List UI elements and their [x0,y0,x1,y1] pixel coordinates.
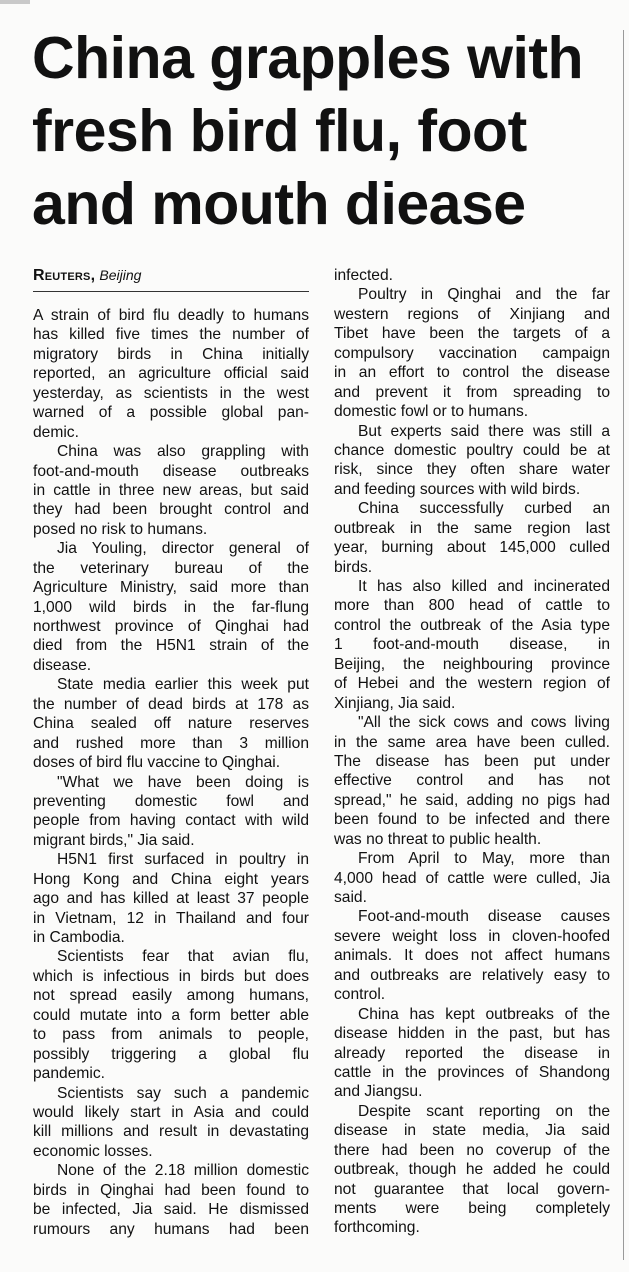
text-line: animals. It does not affect humans [334,947,610,965]
text-line: A strain of bird flu deadly to humans [33,307,309,324]
text-line: they had been brought control and [33,501,309,519]
text-line: ago and has killed at least 37 people [33,890,309,908]
column-1-body [33,306,309,1239]
text-line: migratory birds in China initially [33,345,309,363]
headline-line: China grapples with [32,25,584,91]
text-line: State media earlier this week put [57,676,309,694]
text-line: "All the sick cows and cows living [358,714,610,732]
text-line: control the outbreak of the Asia type [334,616,610,634]
text-line: "What we have been doing is [57,773,309,791]
text-line: But experts said there was still a [358,422,610,440]
text-line: yesterday, as scientists in the west [33,384,309,402]
text-line: domestic fowl or to humans. [334,403,529,421]
text-line: already reported the disease in [334,1044,610,1062]
text-line: 1,000 wild birds in the far-flung [33,598,309,616]
column-2-body [334,266,610,1238]
text-line: which is infectious in birds but does [33,967,309,985]
text-line: kill millions and result in devastating [33,1123,309,1141]
text-line: The disease has been put under [334,752,610,770]
headline [32,22,622,241]
text-line: H5N1 first surfaced in poultry in [57,851,309,869]
text-line: more than 800 head of cattle to [334,597,610,615]
text-line: Hong Kong and China eight years [33,870,309,888]
text-line: Jia Youling, director general of [57,540,309,558]
text-line: the veterinary bureau of the [33,559,309,577]
text-line: forthcoming. [334,1219,420,1237]
text-line: Poultry in Qinghai and the far [358,286,610,304]
text-line: could mutate into a form better able [33,1006,309,1024]
text-line: rumours any humans had been [33,1220,309,1238]
text-line: and outbreaks are relatively easy to [334,966,610,984]
text-line: It has also killed and incinerated [358,578,610,595]
text-line: economic losses. [33,1142,153,1160]
text-line: be infected, Jia said. He dismissed [33,1201,309,1219]
headline-line: fresh bird flu, foot [32,98,527,164]
text-line: China sealed off nature reserves [33,715,309,733]
text-line: to pass from animals to people, [33,1026,309,1044]
text-line: in the same area have been culled. [334,733,610,751]
text-line: western regions of Xinjiang and [334,305,610,323]
text-line: pandemic. [33,1065,105,1083]
text-line: risk, since they often share water [334,461,610,479]
text-line: not guarantee that local govern- [334,1180,610,1198]
text-line: was no threat to public health. [334,830,542,848]
text-line: disease. [33,656,92,674]
text-line: in cattle in three new areas, but said [33,481,309,499]
text-line: foot-and-mouth disease outbreaks [33,462,309,480]
text-line: control. [334,986,386,1004]
text-line: has killed five times the number of [33,326,309,344]
text-line: in Cambodia. [33,929,125,946]
text-line: in an effort to control the disease [334,364,610,382]
byline-agency: Reuters, [33,267,96,284]
text-line: 1 foot-and-mouth disease, in [334,636,610,654]
text-line: Scientists say such a pandemic [57,1084,309,1102]
text-line: effective control and has not [334,772,610,790]
text-line: ments were being completely [334,1200,610,1217]
text-line: birds in Qinghai had been found to [33,1181,309,1199]
text-line: compulsory vaccination campaign [334,344,610,362]
text-line: Tibet have been the targets of a [334,325,610,343]
text-line: doses of bird flu vaccine to Qinghai. [33,754,281,772]
text-line: been found to be infected and there [334,811,610,829]
text-line: and rushed more than 3 million [33,734,309,752]
article-column-1 [33,265,309,1239]
text-line: year, burning about 145,000 culled [334,539,610,557]
text-line: birds. [334,558,373,576]
text-line: warned of a possible global pan- [33,404,309,422]
text-line: and feeding sources with wild birds. [334,480,581,498]
text-line: in Vietnam, 12 in Thailand and four [33,909,309,927]
text-line: China was also grappling with [57,443,309,461]
text-line: 4,000 head of cattle were culled, Jia [334,869,610,887]
text-line: outbreak in the same region last [334,519,610,537]
text-line: Agriculture Ministry, said more than [33,579,309,597]
text-line: would likely start in Asia and could [33,1103,309,1121]
text-line: outbreak, though he added he could [334,1161,610,1179]
text-line: demic. [33,423,79,441]
text-line: Foot-and-mouth disease causes [358,908,610,926]
text-line: China has kept outbreaks of the [358,1005,610,1023]
text-line: northwest province of Qinghai had [33,618,309,635]
byline [33,265,309,292]
text-line: severe weight loss in cloven-hoofed [334,927,610,945]
text-line: the number of dead birds at 178 as [33,695,309,713]
text-line: and prevent it from spreading to [334,383,610,401]
byline-location: Beijing [99,267,142,283]
text-line: None of the 2.18 million domestic [57,1162,309,1180]
text-line: and Jiangsu. [334,1083,423,1101]
top-border [0,0,30,4]
text-line: of Hebei and the western region of [334,675,610,693]
text-line: Scientists fear that avian flu, [57,948,309,966]
headline-line: and mouth diease [32,171,526,237]
text-line: China successfully curbed an [358,500,610,518]
text-line: reported, an agriculture official said [33,365,309,383]
text-line: Despite scant reporting on the [358,1102,610,1120]
column-rule [623,30,624,1260]
text-line: infected. [334,267,393,284]
text-line: said. [334,889,367,906]
article-column-2 [334,266,610,1238]
text-line: people from having contact with wild [33,812,309,830]
text-line: possibly triggering a global flu [33,1045,309,1063]
text-line: disease hidden in the past, but has [334,1025,610,1043]
text-line: Beijing, the neighbouring province [334,655,610,673]
text-line: migrant birds," Jia said. [33,831,195,849]
text-line: From April to May, more than [358,850,610,868]
text-line: preventing domestic fowl and [33,792,309,810]
text-line: posed no risk to humans. [33,520,208,538]
text-line: there had been no coverup of the [334,1141,610,1159]
text-line: not spread easily among humans, [33,987,309,1005]
text-line: Xinjiang, Jia said. [334,694,456,712]
text-line: disease in state media, Jia said [334,1122,610,1140]
text-line: spread," he said, adding no pigs had [334,791,610,809]
text-line: cattle in the provinces of Shandong [334,1063,610,1081]
text-line: died from the H5N1 strain of the [33,637,309,655]
text-line: chance domestic poultry could be at [334,441,610,459]
